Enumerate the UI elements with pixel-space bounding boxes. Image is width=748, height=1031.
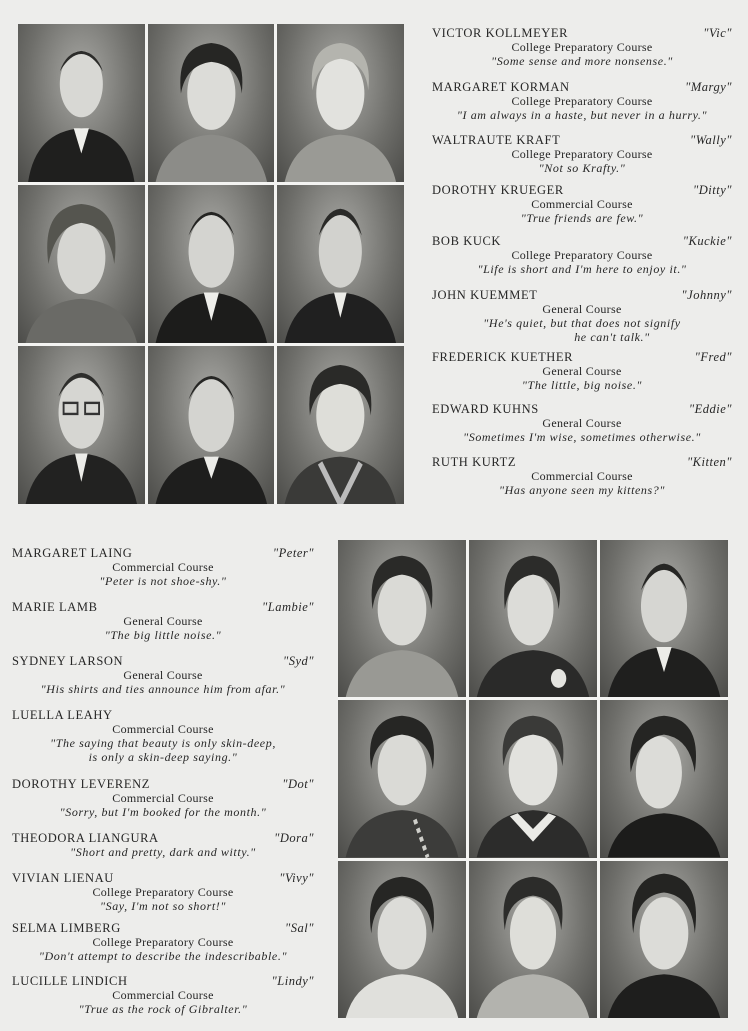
student-course: General Course	[542, 302, 622, 316]
student-name: LUELLA LEAHY	[12, 708, 113, 722]
student-name: VIVIAN LIENAU	[12, 871, 114, 885]
student-course: General Course	[542, 416, 622, 430]
student-entry	[12, 831, 314, 859]
student-quote: "Not so Krafty."	[538, 161, 626, 175]
student-nickname: "Margy"	[685, 80, 732, 94]
student-course: General Course	[123, 614, 203, 628]
student-name: THEODORA LIANGURA	[12, 831, 159, 845]
portrait-photo	[338, 861, 466, 1018]
student-quote: "The big little noise."	[104, 628, 222, 642]
student-course: College Preparatory Course	[92, 935, 234, 949]
student-name: DOROTHY LEVERENZ	[12, 777, 150, 791]
student-course: Commercial Course	[112, 560, 214, 574]
student-name: EDWARD KUHNS	[432, 402, 539, 416]
student-nickname: "Vivy"	[279, 871, 314, 885]
student-name: DOROTHY KRUEGER	[432, 183, 564, 197]
student-quote: "He's quiet, but that does not signify	[483, 316, 681, 330]
portrait-photo	[338, 540, 466, 697]
student-course: General Course	[123, 668, 203, 682]
student-name: JOHN KUEMMET	[432, 288, 538, 302]
top-photo-grid	[18, 24, 404, 504]
student-quote: "Don't attempt to describe the indescribable."	[38, 949, 288, 963]
student-course: General Course	[542, 364, 622, 378]
student-entry	[432, 402, 732, 444]
student-entry	[432, 288, 732, 344]
student-nickname: "Sal"	[285, 921, 314, 935]
student-entry	[12, 777, 314, 819]
student-name: SELMA LIMBERG	[12, 921, 121, 935]
student-name: FREDERICK KUETHER	[432, 350, 574, 364]
student-entry	[12, 600, 314, 642]
student-quote: "Say, I'm not so short!"	[99, 899, 227, 913]
student-quote: "I am always in a haste, but never in a hurry."	[456, 108, 708, 122]
student-course: College Preparatory Course	[511, 248, 653, 262]
student-entry	[432, 234, 732, 276]
student-quote: "Some sense and more nonsense."	[491, 54, 673, 68]
student-nickname: "Syd"	[282, 654, 314, 668]
student-nickname: "Peter"	[272, 546, 314, 560]
portrait-photo	[600, 540, 728, 697]
student-name: SYDNEY LARSON	[12, 654, 124, 668]
student-nickname: "Fred"	[694, 350, 732, 364]
student-course: Commercial Course	[531, 469, 633, 483]
student-entry	[432, 183, 732, 225]
portrait-photo	[338, 700, 466, 857]
student-name: LUCILLE LINDICH	[12, 974, 128, 988]
student-name: MARIE LAMB	[12, 600, 98, 614]
student-entry	[432, 133, 732, 175]
student-entry	[432, 80, 732, 122]
student-course: College Preparatory Course	[511, 40, 653, 54]
student-course: Commercial Course	[531, 197, 633, 211]
student-quote: "Life is short and I'm here to enjoy it."	[477, 262, 687, 276]
student-course: Commercial Course	[112, 988, 214, 1002]
portrait-photo	[277, 346, 404, 504]
portrait-photo	[18, 185, 145, 343]
student-entry	[12, 871, 314, 913]
student-quote: "True as the rock of Gibralter."	[78, 1002, 248, 1016]
portrait-photo	[469, 861, 597, 1018]
portrait-photo	[18, 24, 145, 182]
student-nickname: "Eddie"	[688, 402, 732, 416]
student-nickname: "Dora"	[274, 831, 314, 845]
student-entry	[12, 921, 314, 963]
student-nickname: "Wally"	[689, 133, 732, 147]
portrait-photo	[148, 24, 275, 182]
portrait-photo	[469, 700, 597, 857]
portrait-photo	[18, 346, 145, 504]
bottom-photo-grid	[338, 540, 728, 1018]
student-nickname: "Johnny"	[681, 288, 732, 302]
student-name: WALTRAUTE KRAFT	[432, 133, 561, 147]
student-quote: "The little, big noise."	[521, 378, 643, 392]
student-quote-line-2: he can't talk."	[574, 330, 650, 344]
student-name: BOB KUCK	[432, 234, 502, 248]
student-nickname: "Ditty"	[693, 183, 732, 197]
student-course: College Preparatory Course	[511, 94, 653, 108]
student-entry	[12, 546, 314, 588]
student-quote: "Short and pretty, dark and witty."	[70, 845, 256, 859]
student-course: Commercial Course	[112, 791, 214, 805]
student-nickname: "Lambie"	[262, 600, 314, 614]
student-quote: "The saying that beauty is only skin-deep,	[50, 736, 276, 750]
student-nickname: "Kuckie"	[682, 234, 732, 248]
student-nickname: "Kitten"	[686, 455, 732, 469]
portrait-photo	[600, 861, 728, 1018]
student-entry	[432, 26, 732, 68]
portrait-photo	[469, 540, 597, 697]
student-name: MARGARET KORMAN	[432, 80, 570, 94]
student-quote: "Sometimes I'm wise, sometimes otherwise."	[463, 430, 701, 444]
student-course: Commercial Course	[112, 722, 214, 736]
student-nickname: "Lindy"	[271, 974, 314, 988]
student-entry	[432, 350, 732, 392]
student-quote: "His shirts and ties announce him from afar."	[40, 682, 286, 696]
student-quote: "Peter is not shoe-shy."	[99, 574, 227, 588]
student-nickname: "Dot"	[282, 777, 314, 791]
portrait-photo	[277, 185, 404, 343]
student-name: VICTOR KOLLMEYER	[432, 26, 569, 40]
student-quote: "Has anyone seen my kittens?"	[498, 483, 666, 497]
portrait-photo	[148, 185, 275, 343]
student-nickname: "Vic"	[703, 26, 732, 40]
student-quote: "True friends are few."	[520, 211, 644, 225]
student-entry	[12, 974, 314, 1016]
student-name: MARGARET LAING	[12, 546, 133, 560]
student-course: College Preparatory Course	[511, 147, 653, 161]
student-entry	[12, 708, 314, 764]
student-course: College Preparatory Course	[92, 885, 234, 899]
student-entry	[12, 654, 314, 696]
student-name: RUTH KURTZ	[432, 455, 517, 469]
student-quote-line-2: is only a skin-deep saying."	[88, 750, 238, 764]
student-quote: "Sorry, but I'm booked for the month."	[59, 805, 267, 819]
portrait-photo	[600, 700, 728, 857]
portrait-photo	[277, 24, 404, 182]
portrait-photo	[148, 346, 275, 504]
student-entry	[432, 455, 732, 497]
